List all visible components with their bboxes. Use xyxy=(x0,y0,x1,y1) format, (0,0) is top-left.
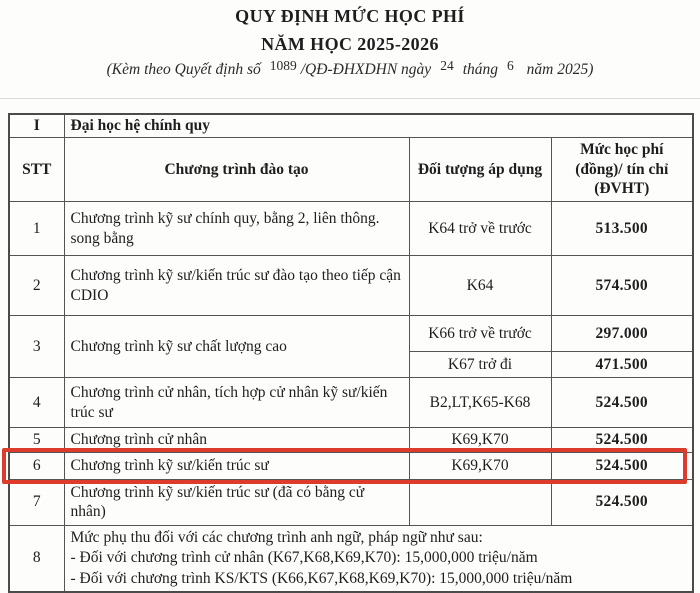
fee-cell: 524.500 xyxy=(551,452,693,479)
decree-day: 24 xyxy=(440,58,454,73)
fee-cell: 297.000 xyxy=(551,316,693,352)
program-cell: Chương trình kỹ sư chất lượng cao xyxy=(64,316,409,378)
fee-cell: 574.500 xyxy=(551,256,693,316)
program-cell: Chương trình cử nhân xyxy=(64,428,409,453)
audience-cell: K67 trở đi xyxy=(409,352,551,378)
audience-cell xyxy=(409,479,551,525)
table-header-row xyxy=(9,138,693,202)
program-cell: Chương trình kỹ sư chính quy, bằng 2, liên thông. song bằng xyxy=(64,202,409,256)
fee-cell: 524.500 xyxy=(551,428,693,453)
program-cell: Chương trình kỹ sư/kiến trúc sư đào tạo theo tiếp cận CDIO xyxy=(64,256,409,316)
surcharge-note-line2: - Đối với chương trình cử nhân (K67,K68,K69,K70): 15,000,000 triệu/năm xyxy=(70,549,538,567)
fee-cell: 524.500 xyxy=(551,479,693,525)
table-row-2 xyxy=(9,256,693,316)
header-audience-cell: Đối tượng áp dụng xyxy=(409,138,551,202)
program-cell: Chương trình kỹ sư/kiến trúc sư xyxy=(64,452,409,479)
decree-number: 1089 xyxy=(269,58,297,73)
table-row-1 xyxy=(9,202,693,256)
section-numeral-cell: I xyxy=(9,114,64,138)
audience-cell: K69,K70 xyxy=(409,452,551,479)
fee-cell: 513.500 xyxy=(551,202,693,256)
stt-cell: 5 xyxy=(9,428,64,453)
program-cell: Chương trình kỹ sư/kiến trúc sư (đã có bằng cử nhân) xyxy=(64,479,409,525)
table-row-5 xyxy=(9,428,693,453)
header-stt-cell: STT xyxy=(9,138,64,202)
decree-reference-line xyxy=(0,58,700,79)
table-section-row xyxy=(9,114,693,138)
fee-cell: 524.500 xyxy=(551,378,693,428)
table-row-6-highlighted xyxy=(9,452,693,479)
program-cell: Chương trình cử nhân, tích hợp cử nhân kỹ sư/kiến trúc sư xyxy=(64,378,409,428)
audience-cell: K69,K70 xyxy=(409,428,551,453)
document-title-line2: NĂM HỌC 2025-2026 xyxy=(261,34,439,54)
stt-cell: 3 xyxy=(9,316,64,378)
stt-cell: 2 xyxy=(9,256,64,316)
stt-cell: 4 xyxy=(9,378,64,428)
stt-cell: 7 xyxy=(9,479,64,525)
decree-month: 6 xyxy=(507,58,514,73)
header-fee-line2: (đồng)/ tín chỉ xyxy=(575,160,669,178)
header-fee-cell xyxy=(551,138,693,202)
table-row-3-sub-1 xyxy=(9,316,693,352)
header-fee-line1: Mức học phí xyxy=(580,141,664,159)
table-row-4 xyxy=(9,378,693,428)
surcharge-note-line1: Mức phụ thu đối với các chương trình anh ngữ, pháp ngữ như sau: xyxy=(70,528,483,546)
surcharge-note-line3: - Đối với chương trình KS/KTS (K66,K67,K68,K69,K70): 15,000,000 triệu/năm xyxy=(70,569,573,587)
stt-cell: 6 xyxy=(9,452,64,479)
surcharge-note-cell xyxy=(64,525,693,592)
document-title-line1: QUY ĐỊNH MỨC HỌC PHÍ xyxy=(235,6,465,26)
audience-cell: K64 xyxy=(409,256,551,316)
decree-middle1: /QĐ-ĐHXDHN ngày xyxy=(300,61,432,78)
audience-cell: B2,LT,K65-K68 xyxy=(409,378,551,428)
decree-middle2: tháng xyxy=(462,61,498,78)
stt-cell: 1 xyxy=(9,202,64,256)
stt-cell: 8 xyxy=(9,525,64,592)
table-row-8 xyxy=(9,525,693,592)
scan-artifact-line xyxy=(0,98,700,99)
fee-cell: 471.500 xyxy=(551,352,693,378)
section-title-cell: Đại học hệ chính quy xyxy=(64,114,693,138)
decree-suffix: năm 2025) xyxy=(526,61,594,78)
decree-prefix: (Kèm theo Quyết định số xyxy=(106,61,261,78)
audience-cell: K64 trở về trước xyxy=(409,202,551,256)
audience-cell: K66 trở về trước xyxy=(409,316,551,352)
header-program-cell: Chương trình đào tạo xyxy=(64,138,409,202)
tuition-fee-table xyxy=(8,113,694,593)
table-row-7 xyxy=(9,479,693,525)
header-fee-line3: (ĐVHT) xyxy=(594,180,650,198)
